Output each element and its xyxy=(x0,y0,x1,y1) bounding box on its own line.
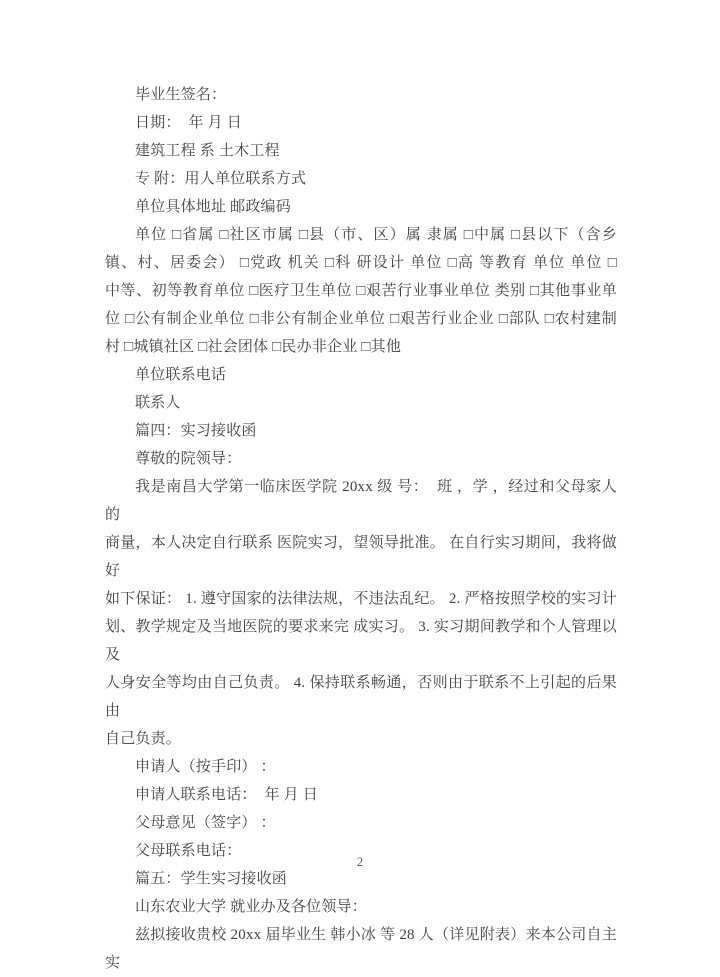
text-line: 单位联系电话 xyxy=(135,367,227,383)
text-line: 日期： 年 月 日 xyxy=(135,115,243,131)
text-line: 父母联系电话： xyxy=(135,843,242,859)
text-line: 篇四：实习接收函 xyxy=(135,423,257,439)
text-line: 毕业生签名： xyxy=(135,87,227,103)
text-line: 建筑工程 系 土木工程 xyxy=(135,143,280,159)
text-line: 单位具体地址 邮政编码 xyxy=(135,199,291,215)
text-line: 划、教学规定及当地医院的要求来完 成实习。 3. 实习期间教学和个人管理以及 xyxy=(105,619,617,663)
text-line: 联系人 xyxy=(135,395,181,411)
document-body xyxy=(105,81,617,977)
text-line: 村 □城镇社区 □社会团体 □民办非企业 □其他 xyxy=(105,339,402,355)
page-footer xyxy=(0,854,720,870)
text-line: 山东农业大学 就业办及各位领导： xyxy=(135,899,367,915)
text-line: 父母意见（签字） ： xyxy=(135,815,276,831)
text-line: 位 □公有制企业单位 □非公有制企业单位 □艰苦行业企业 □部队 □农村建制 xyxy=(105,311,617,327)
text-line: 申请人（按手印） ： xyxy=(135,759,276,775)
text-line: 商量，本人决定自行联系 医院实习，望领导批准。 在自行实习期间，我将做好 xyxy=(105,535,617,579)
text-line: 如下保证： 1. 遵守国家的法律法规，不违法乱纪。 2. 严格按照学校的实习计 xyxy=(105,591,617,607)
text-line: 镇、村、居委会） □党政 机关 □科 研设计 单位 □高 等教育 单位 单位 □ xyxy=(105,255,617,271)
text-line: 专 附：用人单位联系方式 xyxy=(135,171,307,187)
text-line: 申请人联系电话： 年 月 日 xyxy=(135,787,319,803)
text-line: 兹拟接收贵校 20xx 届毕业生 韩小冰 等 28 人（详见附表）来本公司自主实 xyxy=(105,927,617,971)
text-line: 篇五：学生实习接收函 xyxy=(135,871,288,887)
text-line: 单位 □省属 □社区市属 □县（市、区）属 隶属 □中属 □县以下（含乡 xyxy=(135,227,617,243)
text-line: 人身安全等均由自己负责。 4. 保持联系畅通，否则由于联系不上引起的后果由 xyxy=(105,675,617,719)
page-number: 2 xyxy=(356,854,364,869)
text-line: 自己负责。 xyxy=(105,731,182,747)
text-line: 尊敬的院领导： xyxy=(135,451,242,467)
text-line: 我是南昌大学第一临床医学院 20xx 级 号： 班 ，学 ，经过和父母家人的 xyxy=(105,479,617,523)
text-line: 中等、初等教育单位 □医疗卫生单位 □艰苦行业事业单位 类别 □其他事业单 xyxy=(105,283,617,299)
